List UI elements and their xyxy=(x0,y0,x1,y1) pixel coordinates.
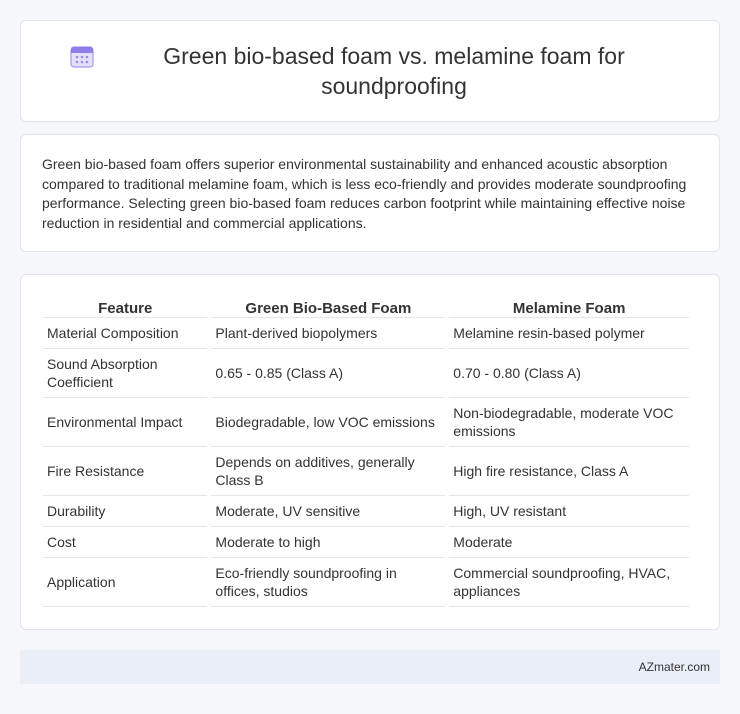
melamine-foam-cell: Melamine resin-based polymer xyxy=(449,318,689,349)
melamine-foam-cell: Moderate xyxy=(449,527,689,558)
summary-card xyxy=(20,134,720,252)
green-foam-cell: Moderate, UV sensitive xyxy=(211,496,445,527)
table-row xyxy=(43,318,689,349)
table-row xyxy=(43,447,689,496)
footer-brand: AZmater.com xyxy=(638,660,710,674)
green-foam-cell: Biodegradable, low VOC emissions xyxy=(211,398,445,447)
feature-cell: Sound Absorption Coefficient xyxy=(43,349,207,398)
melamine-foam-cell: High, UV resistant xyxy=(449,496,689,527)
column-header-green-foam: Green Bio-Based Foam xyxy=(211,295,445,318)
green-foam-cell: Depends on additives, generally Class B xyxy=(211,447,445,496)
title-wrap xyxy=(70,41,670,101)
green-foam-cell: Plant-derived biopolymers xyxy=(211,318,445,349)
summary-text: Green bio-based foam offers superior environmental sustainability and enhanced acoustic absorption compared to traditional melamine foam, which is less eco-friendly and provides moderate soundproofing performance. Selecting green bio-based foam reduces carbon footprint while maintaining effective noise reduction in residential and commercial applications. xyxy=(42,156,687,231)
feature-cell: Cost xyxy=(43,527,207,558)
melamine-foam-cell: Commercial soundproofing, HVAC, appliances xyxy=(449,558,689,607)
melamine-foam-cell: 0.70 - 0.80 (Class A) xyxy=(449,349,689,398)
page-title: Green bio-based foam vs. melamine foam for soundproofing xyxy=(163,43,625,99)
table-header-row xyxy=(43,295,689,318)
feature-cell: Application xyxy=(43,558,207,607)
table-row xyxy=(43,349,689,398)
green-foam-cell: Eco-friendly soundproofing in offices, studios xyxy=(211,558,445,607)
title-card xyxy=(20,20,720,122)
feature-cell: Durability xyxy=(43,496,207,527)
feature-cell: Fire Resistance xyxy=(43,447,207,496)
feature-cell: Environmental Impact xyxy=(43,398,207,447)
melamine-foam-cell: Non-biodegradable, moderate VOC emissions xyxy=(449,398,689,447)
table-row xyxy=(43,496,689,527)
comparison-table-card xyxy=(20,274,720,630)
green-foam-cell: 0.65 - 0.85 (Class A) xyxy=(211,349,445,398)
green-foam-cell: Moderate to high xyxy=(211,527,445,558)
feature-cell: Material Composition xyxy=(43,318,207,349)
comparison-table xyxy=(39,295,693,607)
table-row xyxy=(43,527,689,558)
calendar-icon xyxy=(70,45,94,69)
table-row xyxy=(43,558,689,607)
column-header-melamine-foam: Melamine Foam xyxy=(449,295,689,318)
melamine-foam-cell: High fire resistance, Class A xyxy=(449,447,689,496)
footer xyxy=(20,650,720,684)
column-header-feature: Feature xyxy=(43,295,207,318)
table-row xyxy=(43,398,689,447)
